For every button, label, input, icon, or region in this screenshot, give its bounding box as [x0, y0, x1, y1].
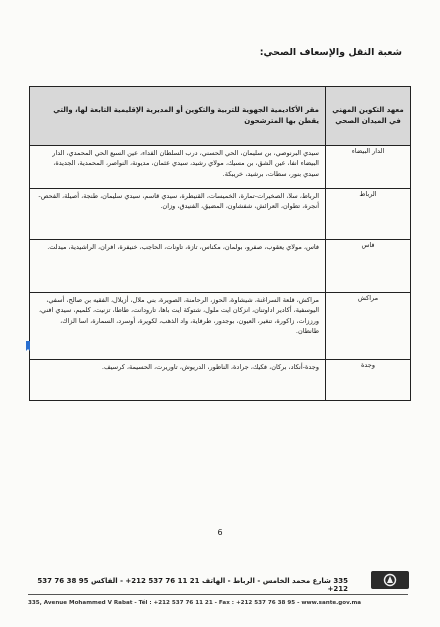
- institute-city: الرباط: [326, 189, 411, 240]
- provinces-list: وجدة-أنكاد، بركان، فكيك، جرادة، الناظور، الدريوش، تاوريرت، الحسيمة، كرسيف.: [30, 360, 326, 401]
- provinces-list: سيدي البرنوصي، بن سليمان، الحي الحسني، درب السلطان الفداء، عين السبع الحي المحمدي، الدار البيضاء انفا، عين الشق، بن مسيك، مولاي رشيد، سيدي عثمان، مديونة، النواصر، المحمدية، الجديدة، سيدي بنور، سطات، برشيد، خريبكة.: [30, 146, 326, 189]
- ministry-logo-icon: [371, 571, 409, 589]
- provinces-list: فاس، مولاي يعقوب، صفرو، بولمان، مكناس، تازة، تاونات، الحاجب، خنيفرة، افران، الراشيدية، ميدلت.: [30, 240, 326, 293]
- table-header-row: [30, 87, 411, 146]
- table-row: [30, 240, 411, 293]
- header-institute: معهد التكوين المهني في الميدان الصحي: [326, 87, 411, 146]
- page-number: 6: [217, 528, 223, 537]
- section-title: شعبة النقل والإسعاف الصحي:: [259, 47, 402, 58]
- bookmark-marker-icon: [26, 341, 30, 351]
- table-row: [30, 146, 411, 189]
- header-academy: مقر الأكاديمية الجهوية للتربية والتكوين أو المديرية الإقليمية التابعة لها، والتي يقطن بها المترشحون: [30, 87, 326, 146]
- institute-city: مراكش: [326, 293, 411, 360]
- provinces-list: مراكش، قلعة السراغنة، شيشاوة، الحوز، الرحامنة، الصويرة، بني ملال، أزيلال، الفقيه بن صالح، أسفي، اليوسفية، أكادير اداوتنان، انزكان ايت ملول، شتوكة ايت باها، تارودانت، طاطا، تزنيت، كلميم، سيدي افني، ورززات، زاكورة، تنغير، العيون، بوجدور، طرفاية، واد الذهب، لكويرة، أوسرد، السمارة، اسا الزاك، طانطان.: [30, 293, 326, 360]
- table-row: [30, 293, 411, 360]
- institute-city: الدار البيضاء: [326, 146, 411, 189]
- footer-address-arabic: 335 شارع محمد الخامس - الرباط - الهاتف 21 11 76 537 212+ - الفاكس 95 38 76 537 212+: [37, 577, 348, 593]
- provinces-list: الرباط، سلا، الصخيرات-تمارة، الخميسات، القنيطرة، سيدي قاسم، سيدي سليمان، طنجة، أصيلة، الفحص-أنجرة، تطوان، العرائش، شفشاون، المضيق، الفنيدق، وزان.: [30, 189, 326, 240]
- institute-city: فاس: [326, 240, 411, 293]
- table-row: [30, 360, 411, 401]
- table-row: [30, 189, 411, 240]
- footer-address-french: 335, Avenue Mohammed V Rabat - Tél : +212 537 76 11 21 - Fax : +212 537 76 38 95 - www.sante.gov.ma: [28, 600, 362, 606]
- footer-divider: [28, 594, 408, 595]
- institute-city: وجدة: [326, 360, 411, 401]
- institutes-table: [29, 86, 411, 401]
